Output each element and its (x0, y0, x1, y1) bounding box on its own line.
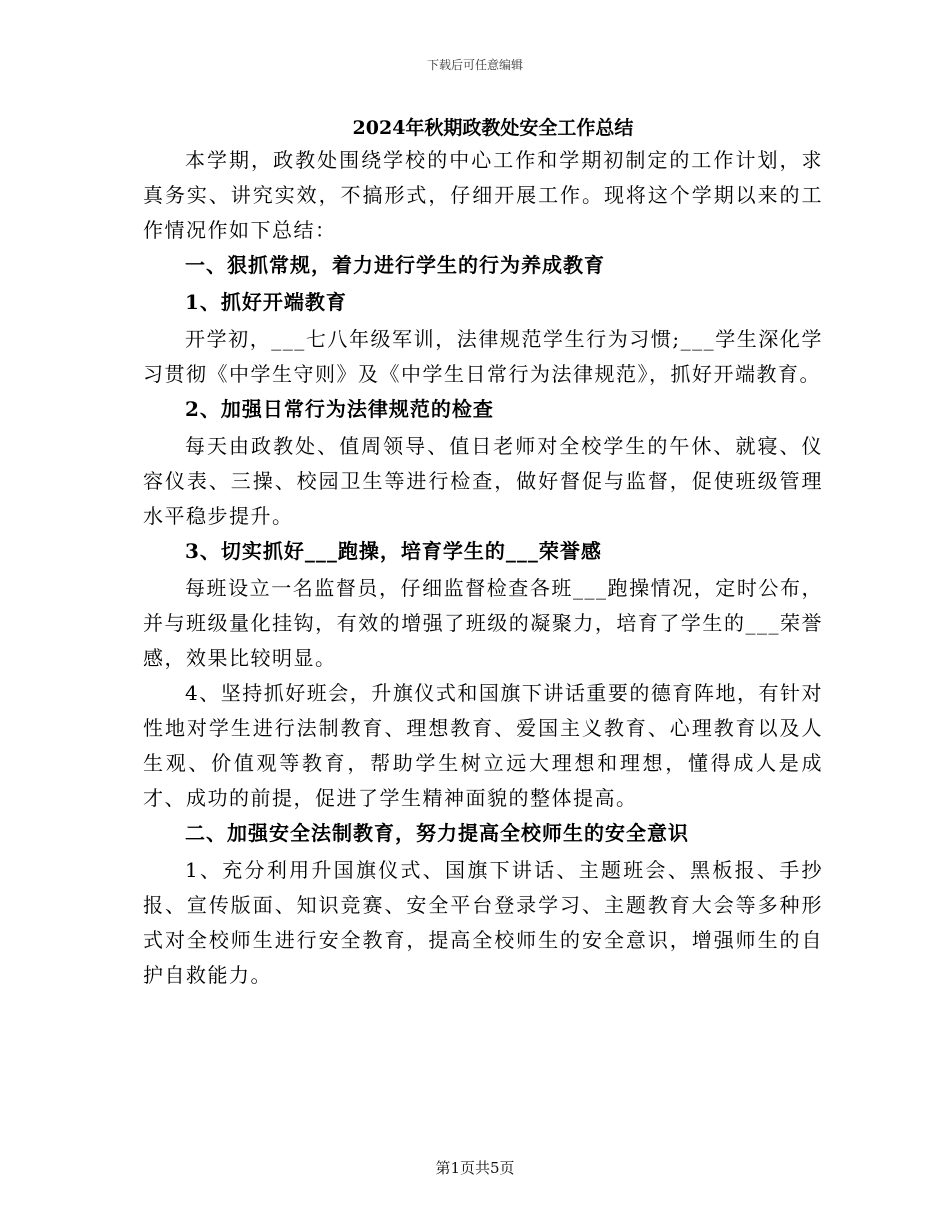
subsection-2-heading: 2、加强日常行为法律规范的检查 (185, 397, 494, 421)
subsection-3-heading: 3、切实抓好___跑操，培育学生的___荣誉感 (185, 539, 602, 563)
intro-paragraph: 本学期，政教处围绕学校的中心工作和学期初制定的工作计划，求真务实、讲究实效，不搞形式，仔细开展工作。现将这个学期以来的工作情况作如下总结： (143, 148, 823, 242)
section-1-heading: 一、狠抓常规，着力进行学生的行为养成教育 (185, 253, 605, 277)
subsection-2-text: 每天由政教处、值周领导、值日老师对全校学生的午休、就寝、仪容仪表、三操、校园卫生等进行检查，做好督促与监督，促使班级管理水平稳步提升。 (143, 434, 823, 528)
subsection-3-text: 每班设立一名监督员，仔细监督检查各班___跑操情况，定时公布，并与班级量化挂钩，有效的增强了班级的凝聚力，培育了学生的___荣誉感，效果比较明显。 (143, 576, 823, 670)
subsection-1-heading: 1、抓好开端教育 (185, 290, 347, 314)
page-header: 下载后可任意编辑 (426, 58, 523, 72)
subsection-1-text: 开学初，___七八年级军训，法律规范学生行为习惯;___学生深化学习贯彻《中学生守则》及《中学生日常行为法律规范》，抓好开端教育。 (143, 327, 823, 386)
subsection-4-text: 4、坚持抓好班会，升旗仪式和国旗下讲话重要的德育阵地，有针对性地对学生进行法制教育、理想教育、爱国主义教育、心理教育以及人生观、价值观等教育，帮助学生树立远大理想和理想，懂得成人是成才、成功的前提，促进了学生精神面貌的整体提高。 (143, 681, 823, 810)
section-2-item-1-text: 1、充分利用升国旗仪式、国旗下讲话、主题班会、黑板报、手抄报、宣传版面、知识竞赛、安全平台登录学习、主题教育大会等多种形式对全校师生进行安全教育，提高全校师生的安全意识，增强师生的自护自救能力。 (143, 858, 823, 987)
document-body (143, 113, 823, 993)
page-footer: 第1页共5页 (435, 1159, 515, 1177)
document-title: 2024年秋期政教处安全工作总结 (352, 117, 634, 139)
section-2-heading: 二、加强安全法制教育，努力提高全校师生的安全意识 (185, 821, 689, 845)
